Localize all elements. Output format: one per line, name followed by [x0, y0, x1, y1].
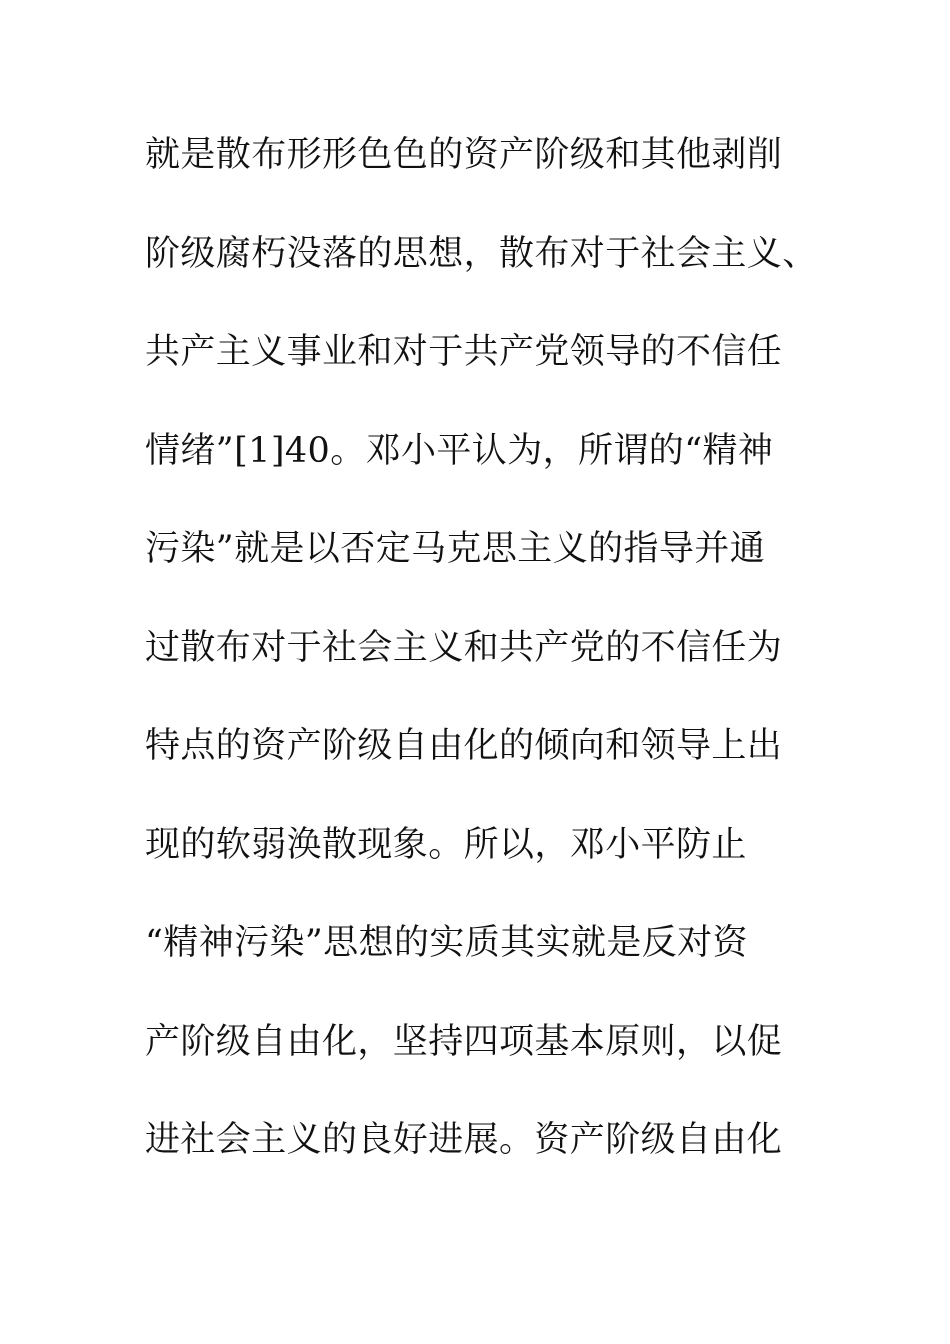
text-line: 情绪”[1]40。邓小平认为，所谓的“精神 [145, 430, 774, 471]
text-line: 就是散布形形色色的资产阶级和其他剥削 [145, 135, 783, 175]
text-line: 特点的资产阶级自由化的倾向和领导上出 [145, 726, 783, 766]
text-line: 污染”就是以否定马克思主义的指导并通 [145, 529, 766, 569]
text-line: 过散布对于社会主义和共产党的不信任为 [145, 627, 783, 668]
text-line: 进社会主义的良好进展。资产阶级自由化 [145, 1120, 783, 1160]
text-line: “精神污染”思想的实质其实就是反对资 [145, 923, 748, 963]
text-line: 产阶级自由化，坚持四项基本原则，以促 [145, 1021, 783, 1062]
body-text [145, 126, 835, 1210]
text-line: 阶级腐朽没落的思想，散布对于社会主义、 [145, 233, 818, 274]
text-line: 共产主义事业和对于共产党领导的不信任 [145, 332, 783, 372]
text-line: 现的软弱涣散现象。所以，邓小平防止 [145, 824, 747, 865]
